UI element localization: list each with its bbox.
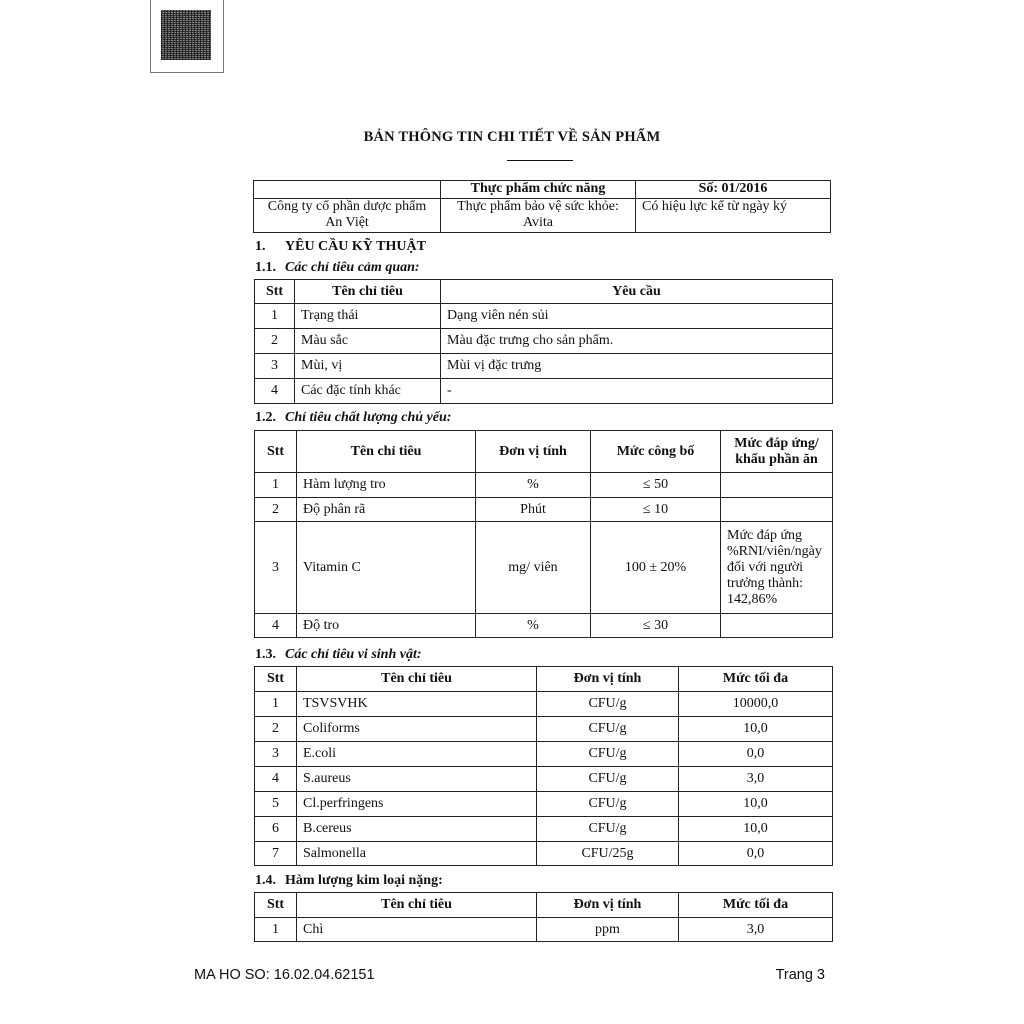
table-cell: 6 xyxy=(255,817,297,842)
header-type: Thực phẩm chức năng xyxy=(441,181,636,199)
section-number: 1.2. xyxy=(255,410,276,425)
table-row xyxy=(255,498,833,522)
table-cell: CFU/g xyxy=(537,792,679,817)
header-empty-cell xyxy=(254,181,441,199)
table-cell: CFU/g xyxy=(537,717,679,742)
column-header: Stt xyxy=(255,893,297,918)
table-cell: TSVSVHK xyxy=(297,692,537,717)
column-header: Đơn vị tính xyxy=(537,667,679,692)
table-row xyxy=(255,742,833,767)
table-cell: CFU/g xyxy=(537,767,679,792)
header-number: Số: 01/2016 xyxy=(636,181,831,199)
table-cell: 3,0 xyxy=(679,918,833,942)
column-header: Mức đáp ứng/ khẩu phần ăn xyxy=(721,431,833,473)
qr-code-icon xyxy=(161,10,211,60)
section-number: 1.4. xyxy=(255,873,276,888)
table-cell: Mức đáp ứng %RNI/viên/ngày đối với người trưởng thành: 142,86% xyxy=(721,522,833,614)
table-cell: 10,0 xyxy=(679,792,833,817)
table-cell: - xyxy=(441,379,833,404)
table-cell: Độ phân rã xyxy=(297,498,476,522)
table-cell: Phút xyxy=(476,498,591,522)
table-cell: 4 xyxy=(255,767,297,792)
header-company: Công ty cổ phần dược phẩm An Việt xyxy=(254,199,441,233)
column-header: Mức tối đa xyxy=(679,667,833,692)
table-cell: ≤ 50 xyxy=(591,473,721,498)
table-cell: 10,0 xyxy=(679,717,833,742)
table-cell: 0,0 xyxy=(679,742,833,767)
table-row xyxy=(255,842,833,866)
table-cell: Màu đặc trưng cho sản phẩm. xyxy=(441,329,833,354)
table-row xyxy=(255,692,833,717)
column-header: Đơn vị tính xyxy=(537,893,679,918)
table-cell: Vitamin C xyxy=(297,522,476,614)
table-cell: 3 xyxy=(255,522,297,614)
document-code: MA HO SO: 16.02.04.62151 xyxy=(194,967,375,983)
table-cell: Độ tro xyxy=(297,614,476,638)
table-cell xyxy=(721,614,833,638)
table-cell: 1 xyxy=(255,304,295,329)
table-cell: ≤ 30 xyxy=(591,614,721,638)
column-header: Stt xyxy=(255,667,297,692)
table-cell: 0,0 xyxy=(679,842,833,866)
table-row xyxy=(255,329,833,354)
table-cell: CFU/g xyxy=(537,742,679,767)
table-row xyxy=(255,792,833,817)
column-header: Mức công bố xyxy=(591,431,721,473)
table-row xyxy=(255,918,833,942)
table-cell: ≤ 10 xyxy=(591,498,721,522)
qr-code xyxy=(150,0,224,73)
table-cell: 100 ± 20% xyxy=(591,522,721,614)
table-cell: ppm xyxy=(537,918,679,942)
table-cell: Các đặc tính khác xyxy=(295,379,441,404)
table-cell: Coliforms xyxy=(297,717,537,742)
title-underline xyxy=(507,160,573,161)
column-header: Mức tối đa xyxy=(679,893,833,918)
table-cell: Hàm lượng tro xyxy=(297,473,476,498)
table-cell: Chì xyxy=(297,918,537,942)
table-cell xyxy=(721,473,833,498)
section-1-3-heading xyxy=(255,647,422,663)
column-header: Stt xyxy=(255,431,297,473)
table-cell: Trạng thái xyxy=(295,304,441,329)
column-header: Tên chỉ tiêu xyxy=(295,280,441,304)
table-row xyxy=(255,614,833,638)
table-cell: 4 xyxy=(255,614,297,638)
table-cell: 2 xyxy=(255,717,297,742)
table-cell: 3 xyxy=(255,354,295,379)
table-cell: Cl.perfringens xyxy=(297,792,537,817)
table-cell: 10,0 xyxy=(679,817,833,842)
table-cell: Màu sắc xyxy=(295,329,441,354)
column-header: Tên chỉ tiêu xyxy=(297,667,537,692)
table-cell: 10000,0 xyxy=(679,692,833,717)
header-table xyxy=(253,180,831,233)
section-title: Chỉ tiêu chất lượng chủ yếu: xyxy=(285,410,452,425)
table-cell: 5 xyxy=(255,792,297,817)
section-1-heading xyxy=(255,239,426,255)
table-cell: 2 xyxy=(255,498,297,522)
section-title: YÊU CẦU KỸ THUẬT xyxy=(285,239,426,254)
table-cell: 1 xyxy=(255,473,297,498)
column-header: Tên chỉ tiêu xyxy=(297,893,537,918)
table-row xyxy=(255,522,833,614)
section-1-1-heading xyxy=(255,260,420,276)
table-cell: B.cereus xyxy=(297,817,537,842)
column-header: Stt xyxy=(255,280,295,304)
page-number: Trang 3 xyxy=(775,967,825,983)
table-cell: E.coli xyxy=(297,742,537,767)
section-title: Các chỉ tiêu vi sinh vật: xyxy=(285,647,422,662)
table-cell: 1 xyxy=(255,692,297,717)
table-cell: 7 xyxy=(255,842,297,866)
section-1-2-heading xyxy=(255,410,451,426)
table-cell: CFU/g xyxy=(537,692,679,717)
table-cell: Dạng viên nén sủi xyxy=(441,304,833,329)
sensory-table xyxy=(254,279,833,404)
table-cell: 4 xyxy=(255,379,295,404)
table-row xyxy=(255,717,833,742)
header-validity: Có hiệu lực kể từ ngày ký xyxy=(636,199,831,233)
section-number: 1.1. xyxy=(255,260,276,275)
section-1-4-heading xyxy=(255,873,443,889)
table-row xyxy=(255,304,833,329)
table-cell xyxy=(721,498,833,522)
table-cell: % xyxy=(476,614,591,638)
document-title: BẢN THÔNG TIN CHI TIẾT VỀ SẢN PHẨM xyxy=(363,129,661,145)
table-cell: Salmonella xyxy=(297,842,537,866)
table-cell: 2 xyxy=(255,329,295,354)
table-cell: CFU/g xyxy=(537,817,679,842)
column-header: Yêu cầu xyxy=(441,280,833,304)
column-header: Tên chỉ tiêu xyxy=(297,431,476,473)
table-cell: 1 xyxy=(255,918,297,942)
column-header: Đơn vị tính xyxy=(476,431,591,473)
table-row xyxy=(255,473,833,498)
table-cell: 3,0 xyxy=(679,767,833,792)
table-cell: S.aureus xyxy=(297,767,537,792)
header-product: Thực phẩm bảo vệ sức khỏe: Avita xyxy=(441,199,636,233)
table-cell: 3 xyxy=(255,742,297,767)
section-number: 1.3. xyxy=(255,647,276,662)
section-title: Các chỉ tiêu cảm quan: xyxy=(285,260,420,275)
table-cell: mg/ viên xyxy=(476,522,591,614)
section-title: Hàm lượng kim loại nặng: xyxy=(285,873,443,888)
section-number: 1. xyxy=(255,239,266,254)
table-cell: Mùi vị đặc trưng xyxy=(441,354,833,379)
table-cell: CFU/25g xyxy=(537,842,679,866)
table-row xyxy=(255,354,833,379)
table-cell: % xyxy=(476,473,591,498)
heavy-metal-table xyxy=(254,892,833,942)
table-row xyxy=(255,767,833,792)
table-row xyxy=(255,379,833,404)
microbiology-table xyxy=(254,666,833,866)
table-cell: Mùi, vị xyxy=(295,354,441,379)
quality-table xyxy=(254,430,833,638)
table-row xyxy=(255,817,833,842)
